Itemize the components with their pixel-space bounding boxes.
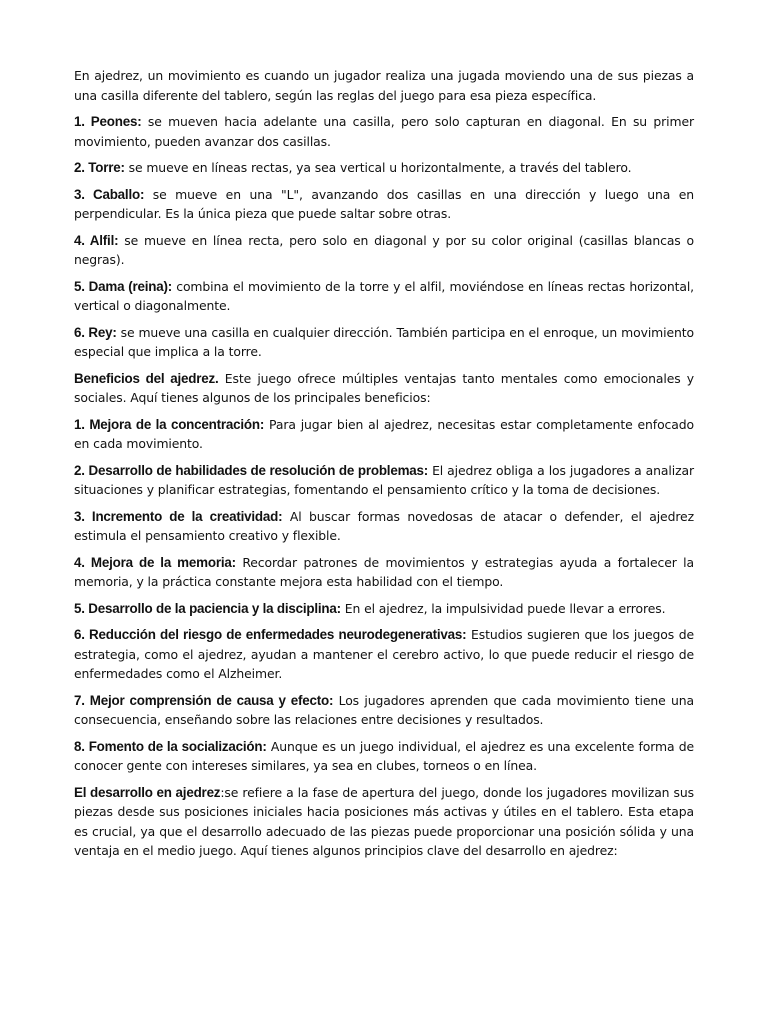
benefit-text: Estudios sugieren que los juegos de estrategia, como el ajedrez, ayudan a mantener el cerebro activo, lo que puede reducir el riesgo de enfermedades como el Alzheimer.: [74, 627, 695, 681]
benefit-paragraph: [74, 415, 694, 454]
piece-paragraph: [74, 158, 694, 178]
piece-title: 2. Torre:: [74, 160, 125, 175]
benefit-text: En el ajedrez, la impulsividad puede llevar a errores.: [344, 600, 666, 616]
benefit-paragraph: [74, 737, 694, 776]
benefit-title: 6. Reducción del riesgo de enfermedades neurodegenerativas:: [74, 627, 467, 642]
intro-paragraph: [74, 66, 694, 105]
benefit-title: 8. Fomento de la socialización:: [74, 738, 267, 754]
benefit-title: 3. Incremento de la creatividad:: [74, 508, 283, 524]
benefit-paragraph: [74, 599, 694, 619]
benefit-text: El ajedrez obliga a los jugadores a analizar situaciones y planificar estrategias, fomentando el pensamiento crítico y la toma de decisiones.: [74, 462, 694, 497]
development-text: :se refiere a la fase de apertura del juego, donde los jugadores movilizan sus piezas desde sus posiciones iniciales hacia posiciones más activas y útiles en el tablero. Esta etapa es crucial, ya que el desarrollo adecuado de las piezas puede proporcionar una posición sólida y una ventaja en el medio juego. Aquí tienes algunos principios clave del desarrollo en ajedrez:: [74, 784, 694, 858]
benefit-title: 7. Mejor comprensión de causa y efecto:: [74, 692, 334, 708]
benefit-text: Recordar patrones de movimientos y estrategias ayuda a fortalecer la memoria, y la práctica constante mejora esta habilidad con el tiempo.: [74, 554, 695, 589]
benefit-paragraph: [74, 507, 694, 546]
piece-title: 3. Caballo:: [74, 186, 145, 202]
benefit-paragraph: [74, 625, 694, 684]
intro-text: En ajedrez, un movimiento es cuando un jugador realiza una jugada moviendo una de sus piezas a una casilla diferente del tablero, según las reglas del juego para esa pieza específica.: [74, 68, 694, 103]
piece-paragraph: [74, 277, 694, 316]
piece-title: 1. Peones:: [74, 114, 142, 129]
development-paragraph: [74, 783, 694, 861]
benefits-heading: Beneficios del ajedrez.: [74, 370, 219, 386]
benefit-text: Para jugar bien al ajedrez, necesitas estar completamente enfocado en cada movimiento.: [74, 416, 694, 451]
piece-title: 5. Dama (reina):: [74, 278, 173, 294]
piece-title: 4. Alfil:: [74, 232, 119, 248]
piece-text: combina el movimiento de la torre y el alfil, moviéndose en líneas rectas horizontal, vertical o diagonalmente.: [74, 278, 695, 313]
piece-text: se mueve en línea recta, pero solo en diagonal y por su color original (casillas blancas o negras).: [74, 232, 694, 267]
benefit-title: 2. Desarrollo de habilidades de resolución de problemas:: [74, 462, 429, 478]
piece-paragraph: [74, 112, 694, 151]
benefit-text: Los jugadores aprenden que cada movimiento tiene una consecuencia, enseñando sobre las relaciones entre decisiones y resultados.: [74, 692, 694, 727]
benefit-paragraph: [74, 553, 694, 592]
benefits-intro-paragraph: [74, 369, 694, 408]
piece-text: se mueve en una "L", avanzando dos casillas en una dirección y luego una en perpendicular. Es la única pieza que puede saltar sobre otras.: [74, 186, 694, 221]
piece-paragraph: [74, 185, 694, 224]
benefit-title: 4. Mejora de la memoria:: [74, 554, 236, 570]
benefit-text: Al buscar formas novedosas de atacar o defender, el ajedrez estimula el pensamiento creativo y flexible.: [74, 508, 694, 543]
piece-title: 6. Rey:: [74, 324, 117, 340]
piece-text: se mueve en líneas rectas, ya sea vertical u horizontalmente, a través del tablero.: [128, 160, 632, 175]
piece-text: se mueve una casilla en cualquier dirección. También participa en el enroque, un movimiento especial que implica a la torre.: [74, 324, 694, 359]
benefits-intro-text: Este juego ofrece múltiples ventajas tanto mentales como emocionales y sociales. Aquí tienes algunos de los principales beneficios:: [74, 370, 695, 405]
piece-paragraph: [74, 323, 694, 362]
benefit-text: Aunque es un juego individual, el ajedrez es una excelente forma de conocer gente con intereses similares, ya sea en clubes, torneos o en línea.: [74, 738, 694, 773]
benefit-paragraph: [74, 691, 694, 730]
piece-text: se mueven hacia adelante una casilla, pero solo capturan en diagonal. En su primer movimiento, pueden avanzar dos casillas.: [74, 114, 694, 149]
benefit-title: 5. Desarrollo de la paciencia y la disciplina:: [74, 600, 341, 616]
development-heading: El desarrollo en ajedrez: [74, 784, 221, 800]
benefit-paragraph: [74, 461, 694, 500]
benefit-title: 1. Mejora de la concentración:: [74, 416, 265, 432]
piece-paragraph: [74, 231, 694, 270]
